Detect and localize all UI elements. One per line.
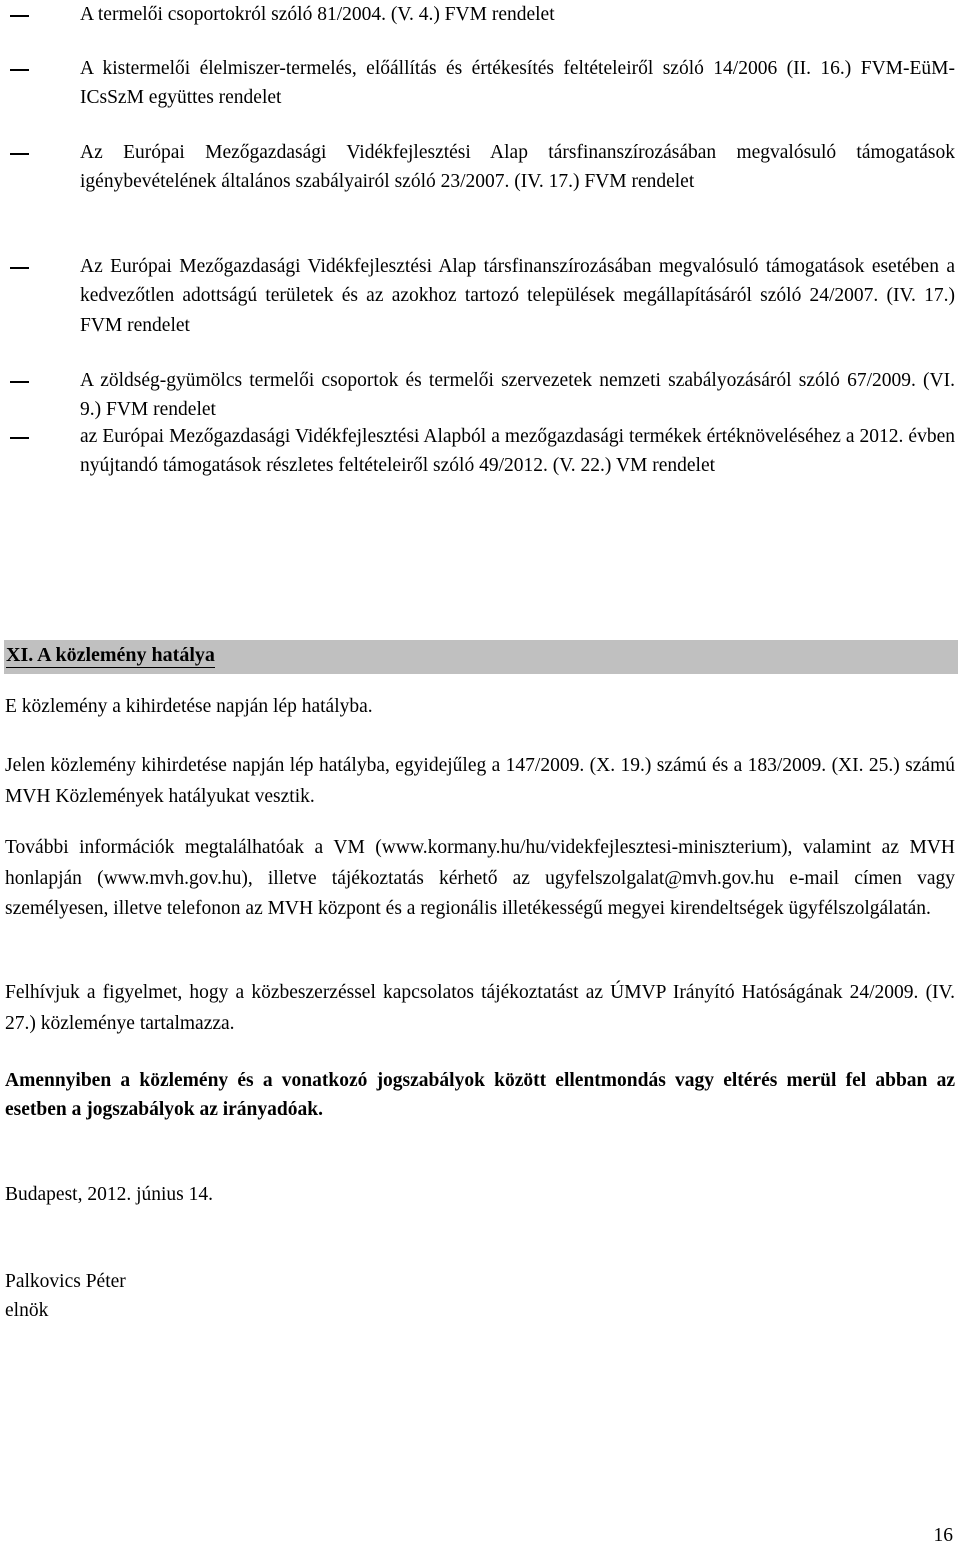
list-item-text: A termelői csoportokról szóló 81/2004. (V. 4.) FVM rendelet	[80, 4, 555, 25]
paragraph-information: További információk megtalálhatóak a VM (www.kormany.hu/hu/videkfejlesztesi-miniszterium), valamint az MVH honlapján (www.mvh.gov.hu), illetve tájékoztatás kérhető az ugyfelszolgalat@mvh.gov.hu e-mail címen vagy személyesen, illetve telefonon az MVH központ és a regionális illetékességű megyei kirendeltségek ügyfélszolgálatán.	[5, 837, 955, 919]
dash-bullet-icon	[10, 267, 29, 269]
list-item-text: Az Európai Mezőgazdasági Vidékfejlesztési Alap társfinanszírozásában megvalósuló támogatások esetében a kedvezőtlen adottságú területek és az azokhoz tartozó települések megállapításáról szóló 24/2007. (IV. 17.) FVM rendelet	[80, 256, 955, 336]
page-number: 16	[933, 1525, 953, 1546]
paragraph-repeal: Jelen közlemény kihirdetése napján lép hatályba, egyidejűleg a 147/2009. (X. 19.) számú és a 183/2009. (XI. 25.) számú MVH Közlemények hatályukat vesztik.	[5, 755, 955, 807]
signature-title: elnök	[5, 1300, 49, 1321]
list-item-text: A kistermelői élelmiszer-termelés, előállítás és értékesítés feltételeiről szóló 14/2006 (II. 16.) FVM-EüM-ICsSzM együttes rendelet	[80, 58, 955, 109]
list-item-text: az Európai Mezőgazdasági Vidékfejlesztési Alapból a mezőgazdasági termékek értéknöveléséhez a 2012. évben nyújtandó támogatások részletes feltételeiről szóló 49/2012. (V. 22.) VM rendelet	[80, 426, 955, 477]
list-item-text: Az Európai Mezőgazdasági Vidékfejlesztési Alap társfinanszírozásában megvalósuló támogatások igénybevételének általános szabályairól szóló 23/2007. (IV. 17.) FVM rendelet	[80, 142, 955, 193]
dash-bullet-icon	[10, 69, 29, 71]
section-heading: XI. A közlemény hatálya	[6, 644, 215, 666]
signature-name: Palkovics Péter	[5, 1271, 126, 1292]
paragraph-effect: E közlemény a kihirdetése napján lép hatályba.	[5, 696, 373, 717]
section-heading-bar	[4, 640, 958, 674]
paragraph-precedence: Amennyiben a közlemény és a vonatkozó jogszabályok között ellentmondás vagy eltérés merül fel abban az esetben a jogszabályok az irányadóak.	[5, 1070, 955, 1120]
dash-bullet-icon	[10, 153, 29, 155]
list-item-text: A zöldség-gyümölcs termelői csoportok és termelői szervezetek nemzeti szabályozásáról szóló 67/2009. (VI. 9.) FVM rendelet	[80, 370, 955, 421]
dash-bullet-icon	[10, 381, 29, 383]
signature-place-date: Budapest, 2012. június 14.	[5, 1184, 213, 1205]
dash-bullet-icon	[10, 15, 29, 17]
dash-bullet-icon	[10, 437, 29, 439]
paragraph-procurement: Felhívjuk a figyelmet, hogy a közbeszerzéssel kapcsolatos tájékoztatást az ÚMVP Irányító Hatóságának 24/2009. (IV. 27.) közleménye tartalmazza.	[5, 982, 955, 1034]
